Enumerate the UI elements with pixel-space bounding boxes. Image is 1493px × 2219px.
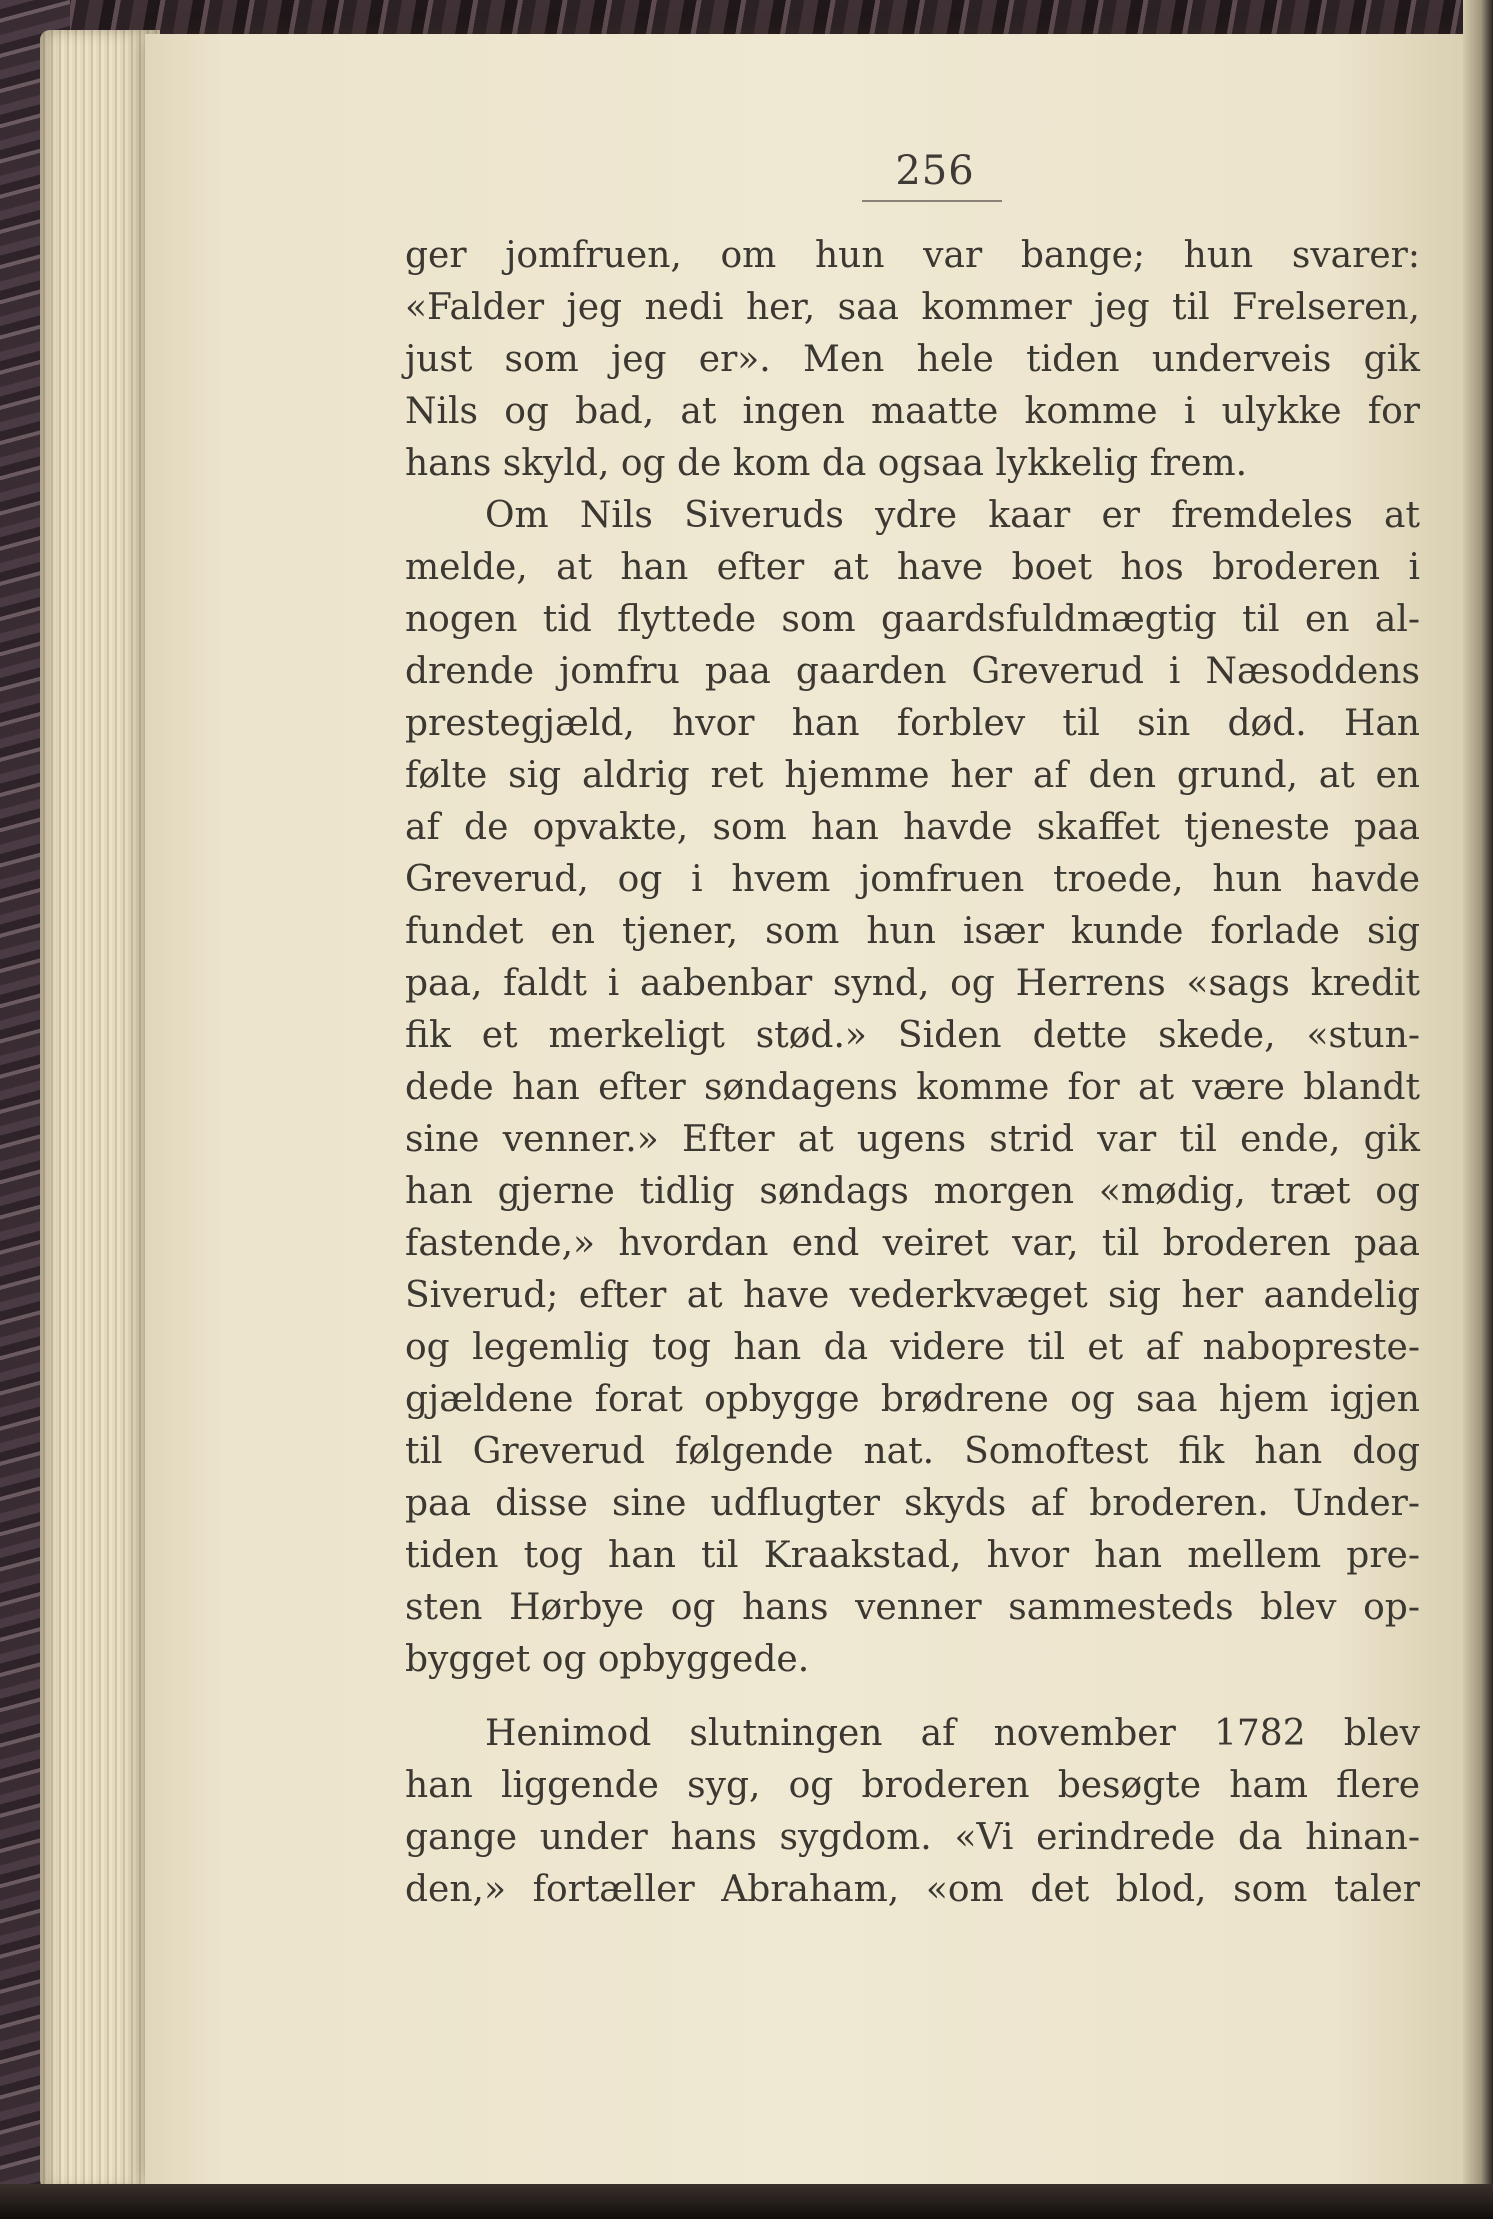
text-line: fastende,» hvordan end veiret var, til broderen paa <box>405 1223 1420 1264</box>
text-line: den,» fortæller Abraham, «om det blod, som taler <box>405 1869 1420 1910</box>
text-line: paa disse sine udflugter skyds af broderen. Under- <box>405 1483 1420 1524</box>
text-line: gjældene forat opbygge brødrene og saa hjem igjen <box>405 1379 1420 1420</box>
text-line: hans skyld, og de kom da ogsaa lykkelig frem. <box>405 443 1248 484</box>
text-line: tiden tog han til Kraakstad, hvor han mellem pre- <box>405 1535 1420 1576</box>
text-line: gange under hans sygdom. «Vi erindrede da hinan- <box>405 1817 1420 1858</box>
page-number-rule <box>862 200 1002 202</box>
text-line: følte sig aldrig ret hjemme her af den grund, at en <box>405 755 1420 796</box>
text-line: «Falder jeg nedi her, saa kommer jeg til Frelseren, <box>405 287 1420 328</box>
text-line: sine venner.» Efter at ugens strid var til ende, gik <box>405 1119 1420 1160</box>
text-line: af de opvakte, som han havde skaffet tjeneste paa <box>405 807 1420 848</box>
text-line: og legemlig tog han da videre til et af nabopreste- <box>405 1327 1420 1368</box>
text-line: drende jomfru paa gaarden Greverud i Næsoddens <box>405 651 1420 692</box>
text-line: paa, faldt i aabenbar synd, og Herrens «sags kredit <box>405 963 1420 1004</box>
text-line: Henimod slutningen af november 1782 blev <box>485 1713 1420 1754</box>
text-line: ger jomfruen, om hun var bange; hun svarer: <box>405 235 1420 276</box>
text-line: Greverud, og i hvem jomfruen troede, hun havde <box>405 859 1420 900</box>
text-line: melde, at han efter at have boet hos broderen i <box>405 547 1420 588</box>
text-line: Om Nils Siveruds ydre kaar er fremdeles at <box>485 495 1420 536</box>
text-line: just som jeg er». Men hele tiden underveis gik <box>405 339 1420 380</box>
text-line: dede han efter søndagens komme for at være blandt <box>405 1067 1420 1108</box>
text-line: Siverud; efter at have vederkvæget sig her aandelig <box>405 1275 1420 1316</box>
text-line: Nils og bad, at ingen maatte komme i ulykke for <box>405 391 1420 432</box>
text-line: prestegjæld, hvor han forblev til sin død. Han <box>405 703 1420 744</box>
text-line: nogen tid flyttede som gaardsfuldmægtig til en al- <box>405 599 1420 640</box>
text-line: han liggende syg, og broderen besøgte ham flere <box>405 1765 1420 1806</box>
text-line: han gjerne tidlig søndags morgen «mødig, træt og <box>405 1171 1420 1212</box>
text-line: fundet en tjener, som hun især kunde forlade sig <box>405 911 1420 952</box>
right-page-edge <box>1463 0 1493 2219</box>
text-line: bygget og opbyggede. <box>405 1639 810 1680</box>
text-line: fik et merkeligt stød.» Siden dette skede, «stun- <box>405 1015 1420 1056</box>
text-line: sten Hørbye og hans venner sammesteds blev op- <box>405 1587 1420 1628</box>
page-number: 256 <box>895 148 975 194</box>
text-line: til Greverud følgende nat. Somoftest fik han dog <box>405 1431 1420 1472</box>
bottom-shadow <box>0 2184 1493 2219</box>
page-edges <box>40 30 160 2190</box>
